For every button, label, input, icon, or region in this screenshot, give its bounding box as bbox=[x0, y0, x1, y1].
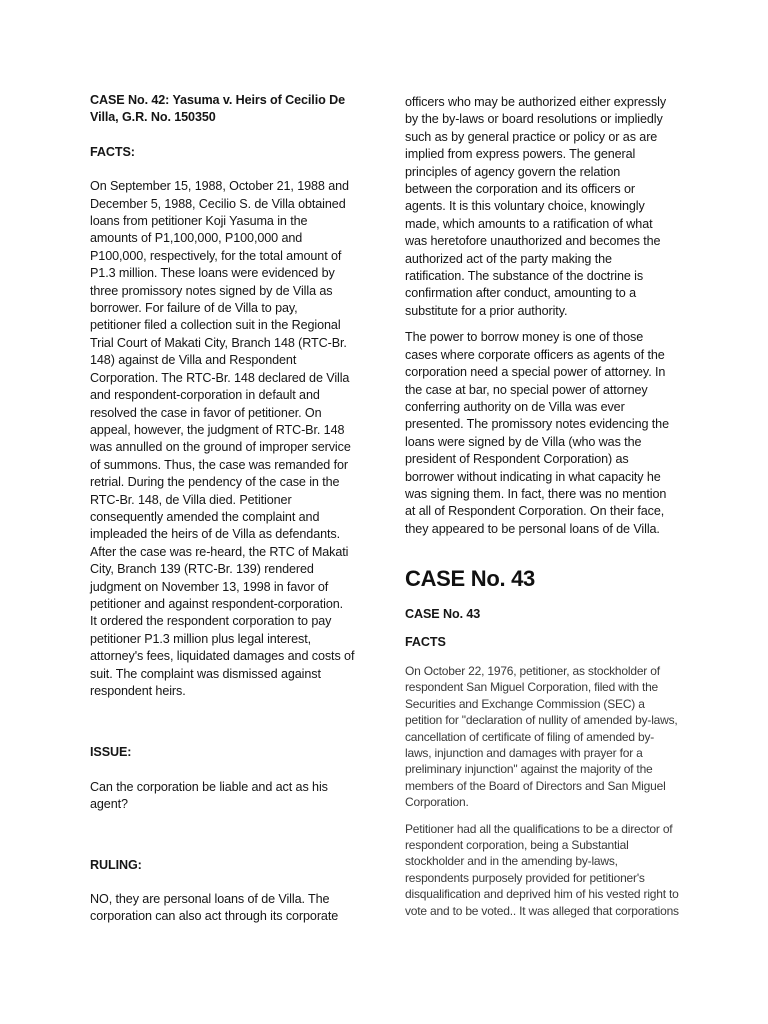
borrowing-power-paragraph: The power to borrow money is one of those cases where corporate officers as agents of the corporation need a special power of attorney. In the case at bar, no special power of attorney conferring authority on de Villa was ever presented. The promissory notes evidencing the loans were signed by de Villa (who was the president of Respondent Corporation) as borrower without indicating in what capacity he was signing them. In fact, there was no mention at all of Respondent Corporation. On their face, they appeared to be personal loans of de Villa. bbox=[405, 330, 669, 536]
facts-heading: FACTS: bbox=[90, 144, 135, 159]
case-43-facts-paragraph-1: On October 22, 1976, petitioner, as stockholder of respondent San Miguel Corporation, filed with the Securities and Exchange Commission (SEC) a petition for "declaration of nullity of amended by-laws, cancellation of certificate of filing of amended by- laws, injunction and damages with prayer for a preliminary injunction" against the majority of the members of the Board of Directors and San Miguel Corporation. bbox=[405, 663, 678, 810]
ruling-heading: RULING: bbox=[90, 857, 142, 872]
ruling-paragraph: NO, they are personal loans of de Villa. The corporation can also act through its corporate bbox=[90, 892, 339, 924]
facts-paragraph: On September 15, 1988, October 21, 1988 and December 5, 1988, Cecilio S. de Villa obtained loans from petitioner Koji Yasuma in the amounts of P1,100,000, P100,000 and P100,000, respectively, for the total amount of P1.3 million. These loans were evidenced by three promissory notes signed by de Villa as borrower. For failure of de Villa to pay, petitioner filed a collection suit in the Regional Trial Court of Makati City, Branch 148 (RTC-Br. 148) against de Villa and Respondent Corporation. The RTC-Br. 148 declared de Villa and respondent-corporation in default and resolved the case in favor of petitioner. On appeal, however, the judgment of RTC-Br. 148 was annulled on the ground of improper service of summons. Thus, the case was remanded for retrial. During the pendency of the case in the RTC-Br. 148, de Villa died. Petitioner consequently amended the complaint and impleaded the heirs of de Villa as defendants. After the case was re-heard, the RTC of Makati City, Branch 139 (RTC-Br. 139) rendered judgment on November 13, 1998 in favor of petitioner and against respondent-corporation. It ordered the respondent corporation to pay petitioner P1.3 million plus legal interest, attorney's fees, liquidated damages and costs of suit. The complaint was dismissed against respondent heirs. bbox=[90, 179, 355, 698]
right-column bbox=[405, 94, 680, 919]
case-42-title: CASE No. 42: Yasuma v. Heirs of Cecilio De Villa, G.R. No. 150350 bbox=[90, 93, 345, 125]
issue-heading: ISSUE: bbox=[90, 745, 132, 760]
case-43-subheading: CASE No. 43 bbox=[405, 607, 481, 622]
issue-paragraph: Can the corporation be liable and act as his agent? bbox=[90, 779, 328, 812]
case-43-facts-heading: FACTS bbox=[405, 634, 446, 649]
case-43-heading: CASE No. 43 bbox=[405, 566, 535, 592]
ruling-continuation-paragraph: officers who may be authorized either expressly by the by-laws or board resolutions or impliedly such as by general practice or policy or as are implied from express powers. The general principles of agency govern the relation between the corporation and its officers or agents. It is this voluntary choice, knowingly made, which amounts to a ratification of what was heretofore unauthorized and becomes the authorized act of the party making the ratification. The substance of the doctrine is confirmation after conduct, amounting to a substitute for a prior authority. bbox=[405, 95, 667, 318]
left-column bbox=[90, 92, 362, 926]
case-43-facts-paragraph-2: Petitioner had all the qualifications to be a director of respondent corporation, being a Substantial stockholder and in the amending by-laws, respondents purposely provided for petitioner's disqualification and deprived him of his vested right to vote and to be voted.. It was alleged that corporations bbox=[405, 821, 679, 918]
